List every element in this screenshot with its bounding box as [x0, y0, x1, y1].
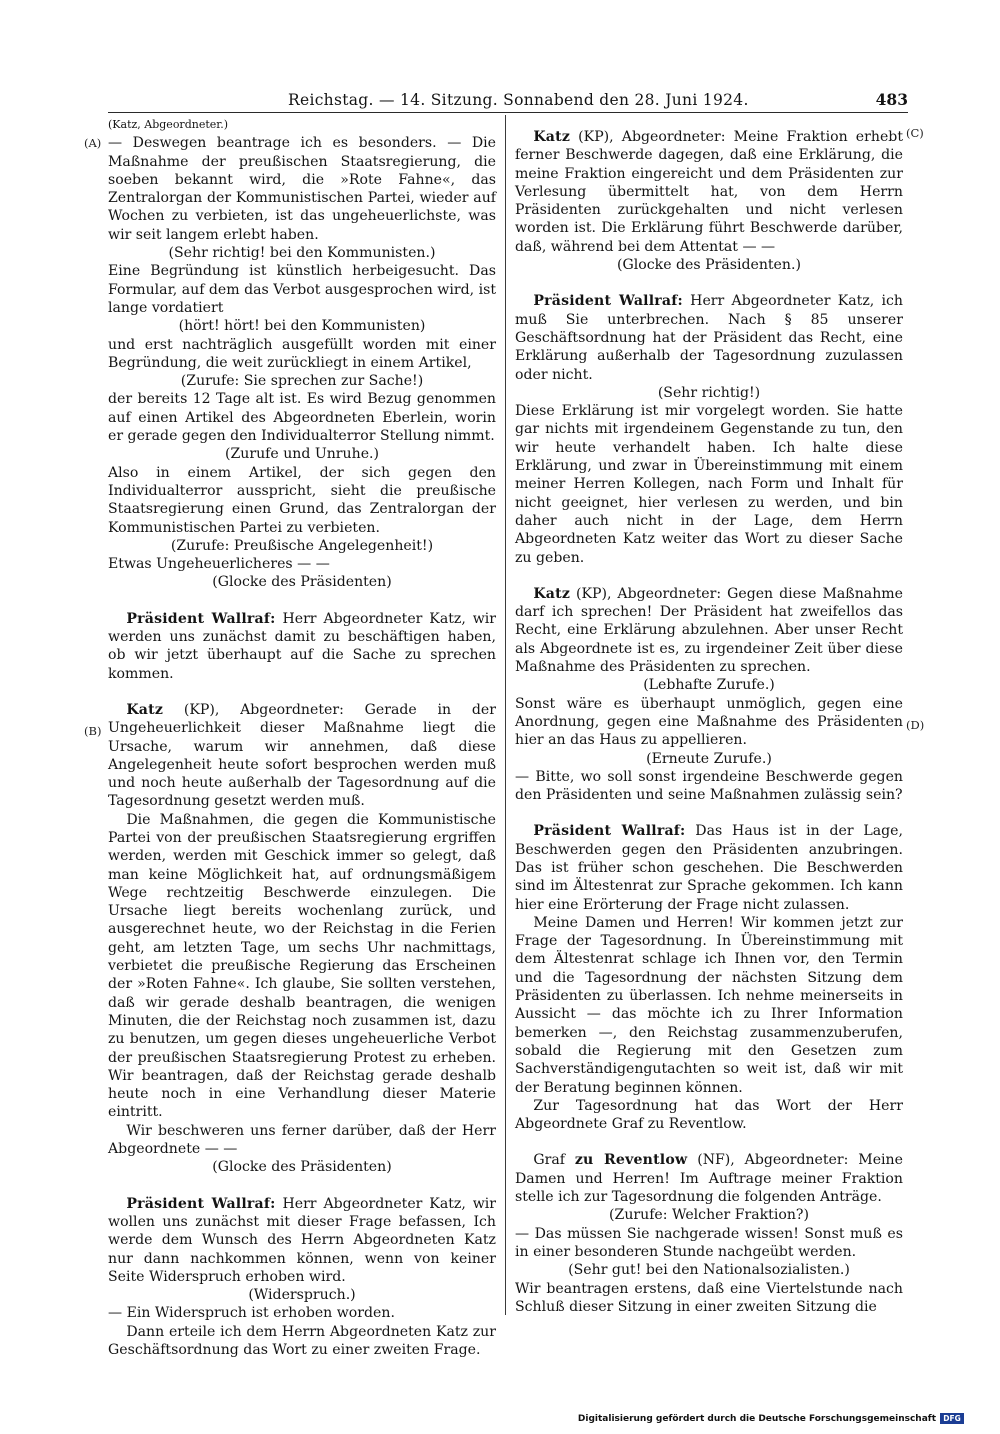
- speech-paragraph: Die Maßnahmen, die gegen die Kommunistische Partei von der preußischen Staatsregierung ergriffen werden, werden mit Geschick immer so gelegt, daß man keine Möglichkeit hat, auf ordnungsmäßigem Wege rechtzeitig Beschwerde einzulegen. Die Ursache liegt bereits wochenlang zurück, und ausgerechnet heute, wo der Reichstag in die Ferien geht, am letzten Tage, um sechs Uhr nachmittags, verbietet die preußische Regierung das Erscheinen der »Roten Fahne«. Ich glaube, Sie sollten verstehen, daß wir gerade deshalb beantragen, die wenigen Minuten, die der Reichstag noch zusammen ist, dazu zu benutzen, um gegen dieses ungeheuerliche Verbot der preußischen Staatsregierung Protest zu erheben. Wir beantragen, daß der Reichstag gerade deshalb heute noch in eine Verhandlung dieser Materie eintritt.: [108, 811, 496, 1121]
- speech-paragraph: [515, 1151, 903, 1206]
- speech-paragraph: [515, 585, 903, 676]
- speech-text: Herr Abgeordneter Katz, wir werden uns zunächst damit zu beschäftigen haben, ob wir jetzt überhaupt auf die Sache zu sprechen kommen.: [108, 610, 496, 682]
- speaker-name: Präsident Wallraf:: [126, 1195, 276, 1212]
- speaker-name: zu Reventlow: [574, 1152, 688, 1169]
- speech-paragraph: — Ein Widerspruch ist erhoben worden.: [108, 1305, 395, 1322]
- speech-text: (KP), Abgeordneter: Gerade in der Ungeheuerlichkeit dieser Maßnahme liegt die Ursache, warum wir annehmen, daß diese Angelegenheit heute sofort besprochen werden muß und noch heute außerhalb der Tagesordnung auf die Tagesordnung gesetzt werden muß.: [108, 701, 496, 810]
- interjection: (Sehr richtig! bei den Kommunisten.): [168, 245, 436, 262]
- speech-paragraph: [515, 128, 903, 256]
- speech-paragraph: Also in einem Artikel, der sich gegen den Individualterror ausspricht, sieht die preußische Staatsregierung einen Grund, das Zentralorgan der Kommunistischen Partei zu verbieten.: [108, 464, 496, 536]
- speech-paragraph: Wir beschweren uns ferner darüber, daß der Herr Abgeordnete — —: [108, 1122, 496, 1158]
- speech-paragraph: Wir beantragen erstens, daß eine Viertelstunde nach Schluß dieser Sitzung in einer zweiten Sitzung die: [515, 1280, 903, 1315]
- speaker-continuation: (Katz, Abgeordneter.): [108, 118, 229, 131]
- speaker-name: Präsident Wallraf:: [126, 610, 276, 627]
- speech-paragraph: Sonst wäre es überhaupt unmöglich, gegen eine Anordnung, gegen eine Maßnahme des Präsidenten hier an das Haus zu appellieren.: [515, 695, 903, 749]
- speech-paragraph: [515, 292, 903, 383]
- interjection: (Sehr gut! bei den Nationalsozialisten.): [568, 1262, 850, 1279]
- page-header: [108, 88, 908, 112]
- margin-marker-d: (D): [906, 718, 925, 732]
- page-number: 483: [875, 90, 908, 109]
- speaker-name: Katz: [126, 701, 164, 718]
- speech-paragraph: — Deswegen beantrage ich es besonders. — Die Maßnahme der preußischen Staatsregierung, die soeben bekannt wird, die »Rote Fahne«, das Zentralorgan der Kommunistischen Partei, wieder auf Wochen zu verbieten, ist das ungeheuerlichste, was wir seit langem erlebt haben.: [108, 135, 496, 243]
- speech-paragraph: [108, 610, 496, 683]
- margin-marker-a: (A): [84, 136, 102, 150]
- column-divider: [505, 115, 506, 1315]
- speech-paragraph: Diese Erklärung ist mir vorgelegt worden. Sie hatte gar nichts mit irgendeinem Gegenstande zu tun, den wir heute verhandelt haben. Ich halte diese Erklärung, und zwar in Übereinstimmung mit einem meiner Herren Kollegen, nach Form und Inhalt für nicht geeignet, hier verlesen zu werden, und bin daher auch nicht in der Lage, dem Herrn Abgeordneten Katz weiter das Wort zu dieser Sache zu geben.: [515, 403, 903, 566]
- dfg-logo-icon: DFG: [940, 1413, 964, 1424]
- speaker-name: Präsident Wallraf:: [533, 293, 683, 310]
- margin-marker-c: (C): [906, 126, 924, 140]
- speech-paragraph: — Das müssen Sie nachgerade wissen! Sonst muß es in einer besonderen Stunde nachgeübt werden.: [515, 1225, 903, 1260]
- running-title: Reichstag. — 14. Sitzung. Sonnabend den 28. Juni 1924.: [288, 91, 749, 109]
- speech-paragraph: der bereits 12 Tage alt ist. Es wird Bezug genommen auf einen Artikel des Abgeordneten Eberlein, worin er gerade gegen den Individualterror Stellung nimmt.: [108, 391, 496, 445]
- speaker-title: Graf: [533, 1152, 575, 1169]
- header-rule: [108, 112, 908, 113]
- interjection: (Sehr richtig!): [657, 384, 761, 401]
- interjection: (Glocke des Präsidenten): [212, 1159, 392, 1176]
- speech-paragraph: Etwas Ungeheuerlicheres — —: [108, 556, 330, 573]
- dfg-funding-note: [578, 1413, 964, 1424]
- interjection: (Glocke des Präsidenten.): [617, 257, 801, 274]
- speaker-name: Präsident Wallraf:: [533, 823, 686, 840]
- interjection: (Zurufe: Welcher Fraktion?): [609, 1207, 809, 1224]
- speech-paragraph: Dann erteile ich dem Herrn Abgeordneten Katz zur Geschäftsordnung das Wort zu einer zweiten Frage.: [108, 1323, 496, 1358]
- interjection: (Glocke des Präsidenten): [212, 574, 392, 591]
- speech-paragraph: Zur Tagesordnung hat das Wort der Herr Abgeordnete Graf zu Reventlow.: [515, 1097, 903, 1133]
- speech-paragraph: Eine Begründung ist künstlich herbeigesucht. Das Formular, auf dem das Verbot ausgesprochen wird, ist lange vordatiert: [108, 263, 496, 316]
- interjection: (Zurufe: Preußische Angelegenheit!): [170, 537, 434, 554]
- speech-paragraph: Meine Damen und Herren! Wir kommen jetzt zur Frage der Tagesordnung. In Übereinstimmung mit dem Ältestenrat schlage ich Ihnen vor, den Termin und die Tagesordnung der nächsten Sitzung dem Präsidenten zu überlassen. Ich nehme meinerseits in Aussicht — das möchte ich zu Ihrer Information bemerken —, den Reichstag zusammenzuberufen, sobald die Regierung mit den Gesetzen zum Sachverständigengutachten so weit ist, daß wir mit der Beratung beginnen können.: [515, 914, 903, 1096]
- speech-paragraph: [108, 1195, 496, 1286]
- right-column: [515, 116, 903, 1316]
- speech-paragraph: [515, 822, 903, 913]
- speech-paragraph: — Bitte, wo soll sonst irgendeine Beschwerde gegen den Präsidenten und seine Maßnahmen zulässig sein?: [515, 768, 903, 804]
- speech-text: Das Haus ist in der Lage, Beschwerden gegen den Präsidenten anzubringen. Das ist früher schon geschehen. Die Beschwerden sind im Ältestenrat zur Sprache gekommen. Ich kann hier eine Erörterung der Frage nicht zulassen.: [515, 823, 904, 913]
- speech-text: Herr Abgeordneter Katz, ich muß Sie unterbrechen. Nach § 85 unserer Geschäftsordnung hat der Präsident das Recht, eine Erklärung außerhalb der Tagesordnung zuzulassen oder nicht.: [515, 293, 903, 383]
- interjection: (Widerspruch.): [248, 1287, 356, 1304]
- speech-text: (KP), Abgeordneter: Gegen diese Maßnahme darf ich sprechen! Der Präsident hat zweifellos das Recht, eine Erklärung abzulehnen. Aber unser Recht als Abgeordnete ist es, zu irgendeiner Zeit über diese Maßnahme des Präsidenten zu sprechen.: [515, 585, 903, 676]
- interjection: (Zurufe und Unruhe.): [224, 446, 380, 463]
- interjection: (Lebhafte Zurufe.): [643, 677, 775, 694]
- speaker-name: Katz: [533, 585, 571, 602]
- speech-paragraph: und erst nachträglich ausgefüllt worden mit einer Begründung, die weit zurückliegt in einem Artikel,: [108, 336, 496, 371]
- interjection: (hört! hört! bei den Kommunisten): [178, 318, 426, 335]
- interjection: (Zurufe: Sie sprechen zur Sache!): [180, 373, 424, 390]
- speech-text: (NF), Abgeordneter: Meine Damen und Herren! Im Auftrage meiner Fraktion stelle ich zur Tagesordnung die folgenden Anträge.: [515, 1152, 903, 1206]
- speech-paragraph: [108, 701, 496, 811]
- funding-text: Digitalisierung gefördert durch die Deutsche Forschungsgemeinschaft: [577, 1413, 936, 1424]
- interjection: (Erneute Zurufe.): [646, 750, 772, 767]
- margin-marker-b: (B): [84, 724, 102, 738]
- speaker-name: Katz: [533, 129, 571, 145]
- left-column: [108, 116, 496, 1359]
- speech-text: (KP), Abgeordneter: Meine Fraktion erhebt ferner Beschwerde dagegen, daß eine Erklärung, die meine Fraktion eingereicht und dem Präsidenten zur Verlesung übermittelt hat, von dem Herrn Präsidenten zurückgehalten und nicht verlesen worden ist. Die Erklärung führt Beschwerde darüber, daß, während bei dem Attentat — —: [515, 129, 903, 255]
- speech-text: Herr Abgeordneter Katz, wir wollen uns zunächst mit dieser Frage befassen, Ich werde dem Wunsch des Herrn Abgeordneten Katz nur dann nachkommen können, wenn von keiner Seite Widerspruch erhoben wird.: [108, 1195, 496, 1285]
